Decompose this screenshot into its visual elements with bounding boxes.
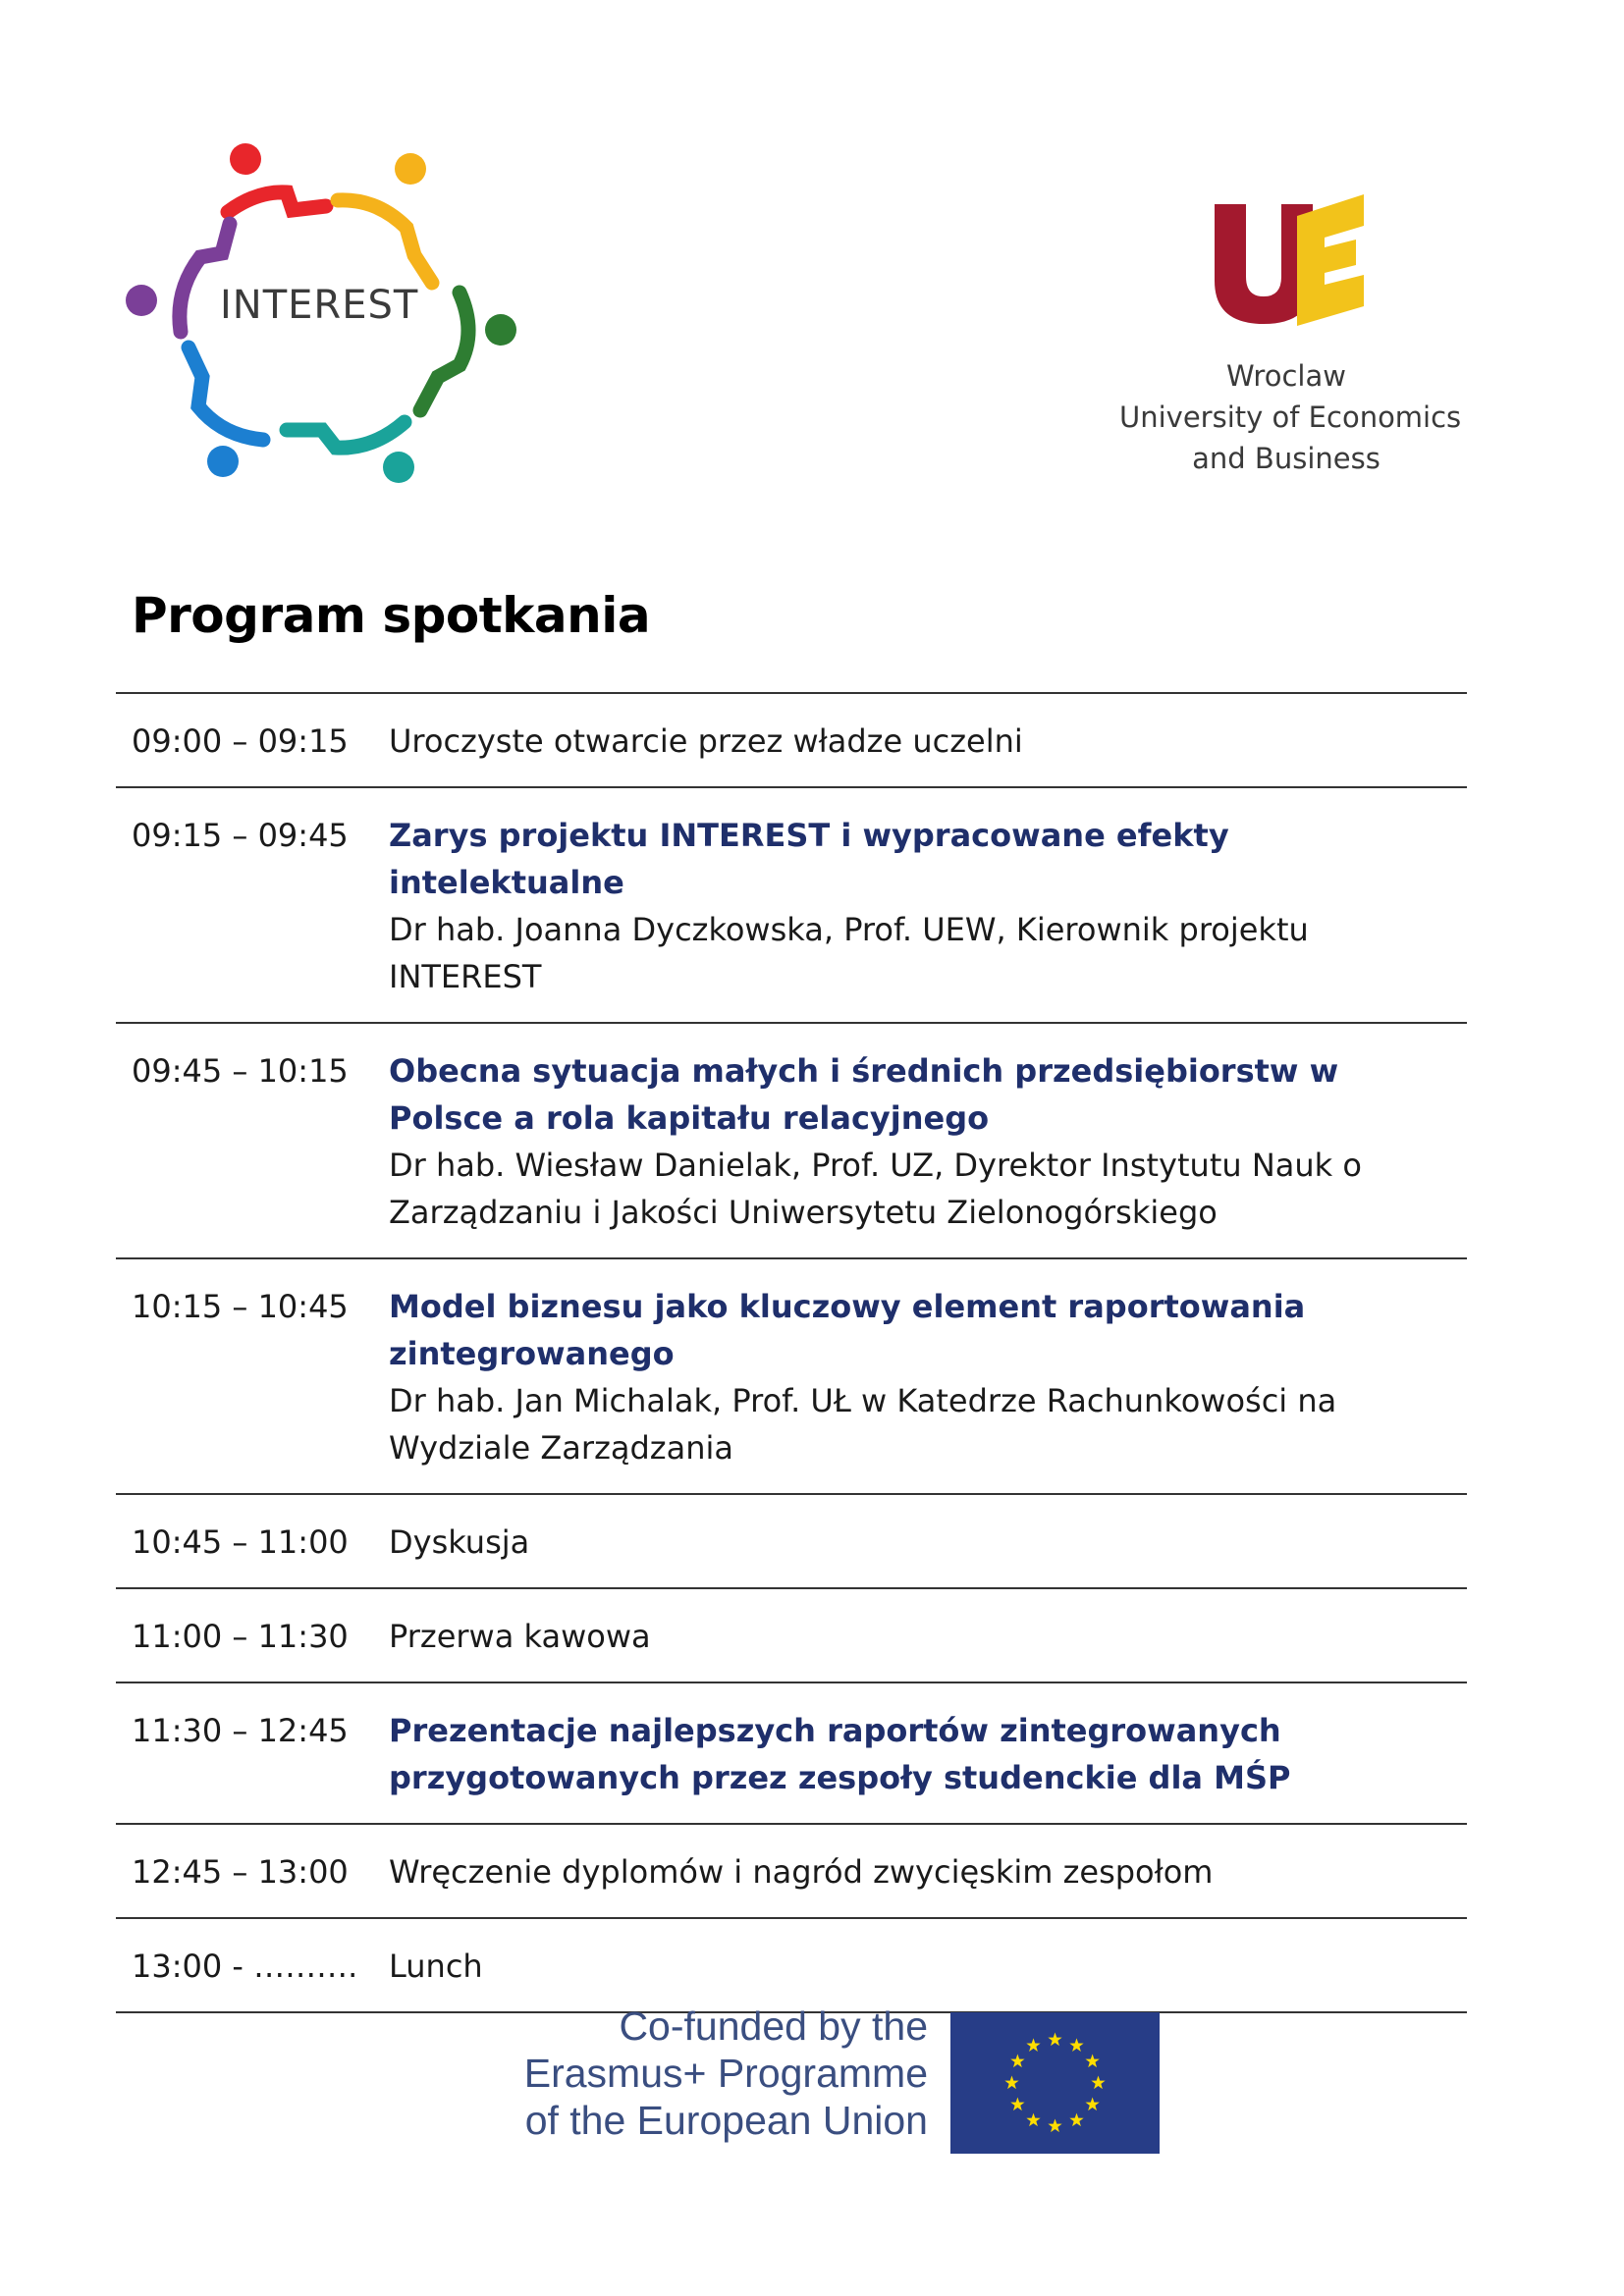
agenda-topic: Model biznesu jako kluczowy element raportowania zintegrowanego xyxy=(389,1288,1306,1372)
agenda-time: 13:00 - ………. xyxy=(132,1948,358,1985)
agenda-row xyxy=(116,1259,1467,1495)
agenda-details: Dr hab. Jan Michalak, Prof. UŁ w Katedrze Rachunkowości na Wydziale Zarządzania xyxy=(389,1382,1337,1467)
agenda-row xyxy=(116,1495,1467,1589)
agenda-details: Dr hab. Wiesław Danielak, Prof. UZ, Dyrektor Instytutu Nauk o Zarządzaniu i Jakości Uniwersytetu Zielonogórskiego xyxy=(389,1147,1362,1231)
agenda-time: 11:00 – 11:30 xyxy=(132,1618,349,1655)
agenda-time: 09:45 – 10:15 xyxy=(132,1052,349,1090)
agenda-table xyxy=(116,692,1467,2013)
erasmus-line: of the European Union xyxy=(524,2098,928,2143)
agenda-content xyxy=(389,812,1467,1000)
agenda-time: 09:00 – 09:15 xyxy=(132,722,349,760)
agenda-content xyxy=(389,1613,1467,1660)
agenda-details: Uroczyste otwarcie przez władze uczelni xyxy=(389,722,1023,760)
agenda-time: 10:45 – 11:00 xyxy=(132,1523,349,1561)
university-name xyxy=(1119,355,1462,479)
agenda-details: Przerwa kawowa xyxy=(389,1618,651,1655)
erasmus-line: Co-funded by the xyxy=(619,2003,928,2049)
university-name-line: Wroclaw xyxy=(1226,359,1346,393)
agenda-details: Wręczenie dyplomów i nagród zwycięskim zespołom xyxy=(389,1853,1214,1891)
agenda-details: Lunch xyxy=(389,1948,483,1985)
agenda-row xyxy=(116,1589,1467,1683)
agenda-content xyxy=(389,1848,1467,1896)
agenda-time: 12:45 – 13:00 xyxy=(132,1853,349,1891)
agenda-topic: Obecna sytuacja małych i średnich przedsiębiorstw w Polsce a rola kapitału relacyjnego xyxy=(389,1052,1339,1137)
erasmus-text xyxy=(524,2002,928,2144)
agenda-row xyxy=(116,1024,1467,1259)
university-name-line: University of Economics xyxy=(1119,400,1462,434)
agenda-time: 09:15 – 09:45 xyxy=(132,817,349,854)
agenda-row xyxy=(116,1683,1467,1825)
agenda-details: Dyskusja xyxy=(389,1523,530,1561)
agenda-content xyxy=(389,1943,1467,1990)
university-logo xyxy=(1119,187,1462,479)
university-name-line: and Business xyxy=(1192,442,1380,475)
agenda-row xyxy=(116,788,1467,1024)
agenda-row xyxy=(116,1919,1467,2013)
erasmus-line: Erasmus+ Programme xyxy=(523,2051,928,2096)
page-title: Program spotkania xyxy=(132,587,651,644)
agenda-details: Dr hab. Joanna Dyczkowska, Prof. UEW, Kierownik projektu INTEREST xyxy=(389,911,1309,995)
erasmus-cofunding-logo xyxy=(496,2002,1164,2150)
agenda-content xyxy=(389,718,1467,765)
agenda-content xyxy=(389,1707,1467,1801)
interest-logo xyxy=(120,130,522,493)
agenda-topic: Prezentacje najlepszych raportów zintegrowanych przygotowanych przez zespoły studenckie dla MŚP xyxy=(389,1712,1291,1796)
agenda-time: 11:30 – 12:45 xyxy=(132,1712,349,1749)
agenda-content xyxy=(389,1283,1467,1471)
agenda-row xyxy=(116,1825,1467,1919)
eu-flag-icon xyxy=(950,2012,1160,2154)
interest-logo-text: INTEREST xyxy=(220,283,419,328)
ue-mark-icon xyxy=(1203,187,1370,334)
agenda-content xyxy=(389,1519,1467,1566)
agenda-row xyxy=(116,694,1467,788)
agenda-time: 10:15 – 10:45 xyxy=(132,1288,349,1325)
agenda-topic: Zarys projektu INTEREST i wypracowane efekty intelektualne xyxy=(389,817,1229,901)
agenda-content xyxy=(389,1047,1467,1236)
